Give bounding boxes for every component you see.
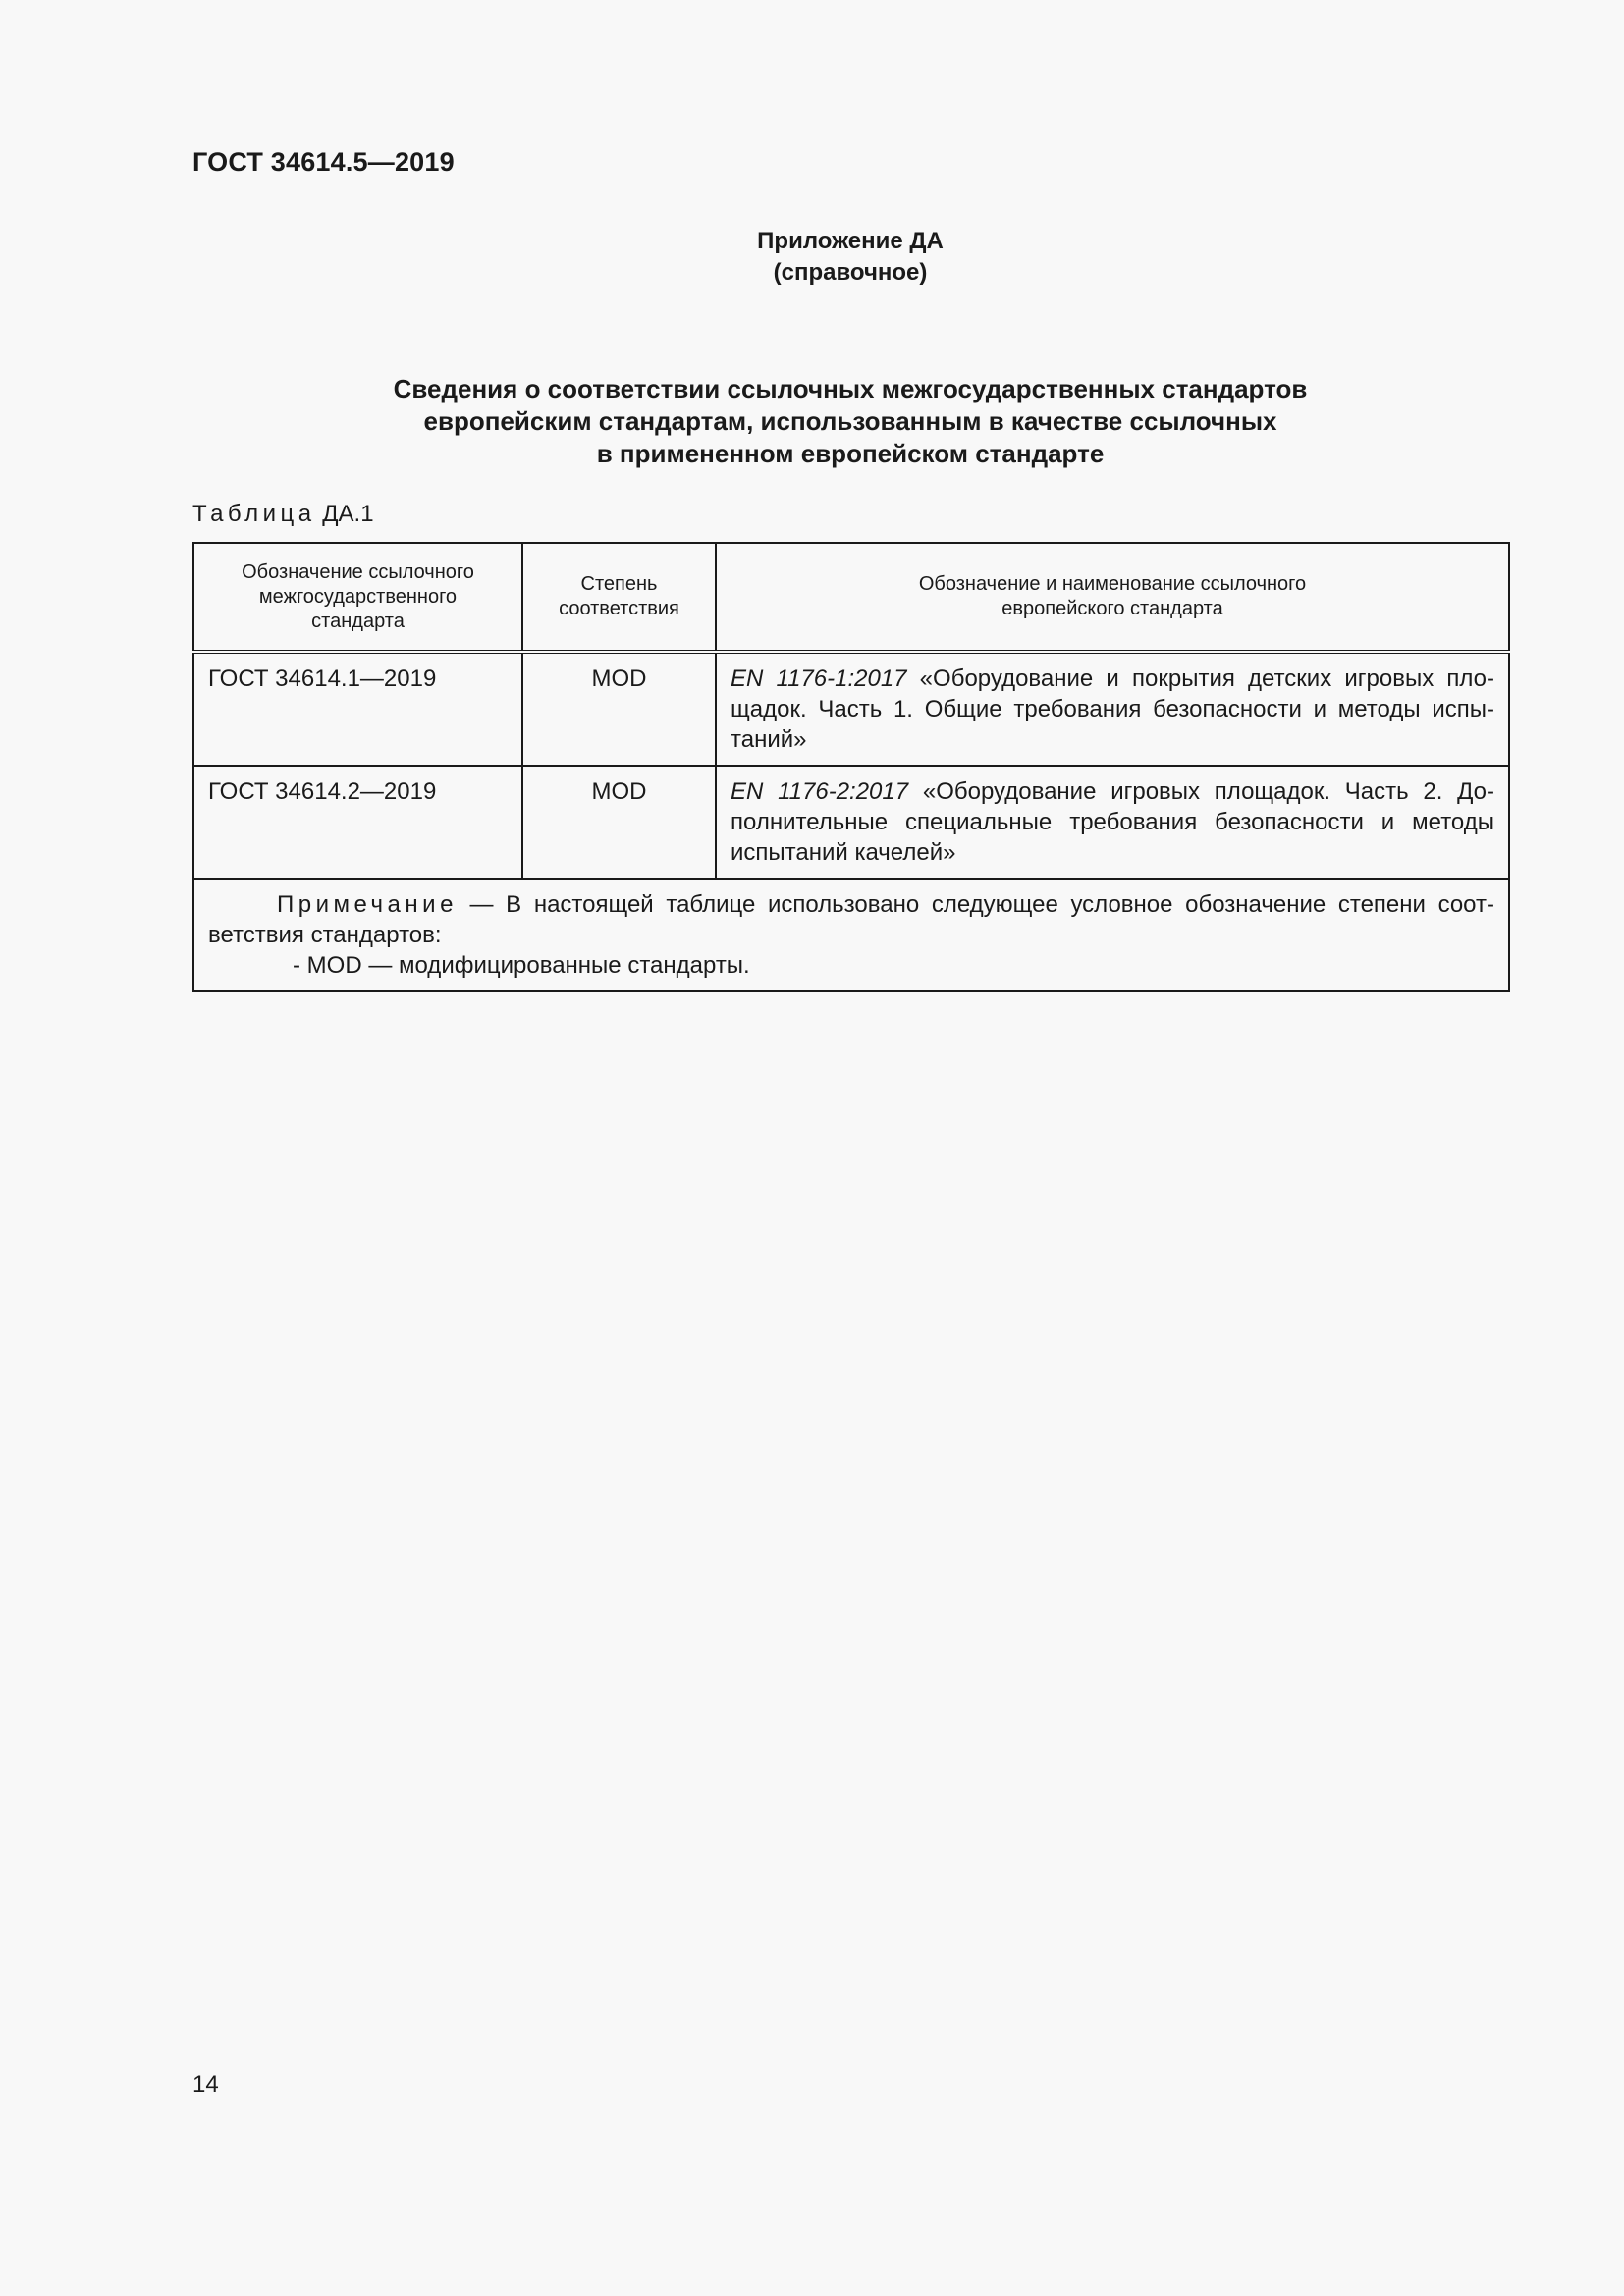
section-title-line: Сведения о соответствии ссылочных межгосударственных стандартов [393, 374, 1308, 403]
appendix-title: Приложение ДА [757, 228, 944, 254]
table-caption-word: Таблица [192, 501, 316, 527]
section-title-line: в примененном европейском стандарте [596, 439, 1105, 468]
table-note: Примечание — В настоящей таблице использовано следующее условное обозначение степени соот- ветствия стандартов: - MOD — модифицированные стандарты. [193, 879, 1509, 991]
european-standard-code: EN 1176-2:2017 [731, 778, 909, 805]
appendix-subtitle: (справочное) [773, 259, 928, 286]
conformity-degree: MOD [522, 652, 716, 766]
table-caption-number: ДА.1 [322, 501, 374, 527]
european-standard-code: EN 1176-1:2017 [731, 666, 907, 692]
appendix-heading [192, 226, 1508, 289]
section-title-line: европейским стандартам, использованным в качестве ссылочных [423, 406, 1277, 436]
conformity-table [192, 542, 1510, 992]
table-caption [192, 501, 374, 528]
column-header-degree: Степень соответствия [522, 543, 716, 652]
section-title [192, 373, 1508, 470]
gost-designation: ГОСТ 34614.1—2019 [193, 652, 522, 766]
column-header-gost: Обозначение ссылочного межгосударственного стандарта [193, 543, 522, 652]
european-standard: EN 1176-2:2017 «Оборудование игровых площадок. Часть 2. До- полнительные специальные требования безопасности и методы испытаний качелей» [716, 766, 1509, 879]
page-number: 14 [192, 2071, 219, 2098]
table-header-row [193, 543, 1509, 652]
document-code: ГОСТ 34614.5—2019 [192, 147, 455, 177]
conformity-degree: MOD [522, 766, 716, 879]
table-note-row [193, 879, 1509, 991]
gost-designation: ГОСТ 34614.2—2019 [193, 766, 522, 879]
table-row [193, 652, 1509, 766]
table-row [193, 766, 1509, 879]
column-header-european-standard: Обозначение и наименование ссылочного европейского стандарта [716, 543, 1509, 652]
note-label: Примечание [277, 891, 458, 918]
european-standard: EN 1176-1:2017 «Оборудование и покрытия детских игровых пло- щадок. Часть 1. Общие требования безопасности и методы испы- таний» [716, 652, 1509, 766]
